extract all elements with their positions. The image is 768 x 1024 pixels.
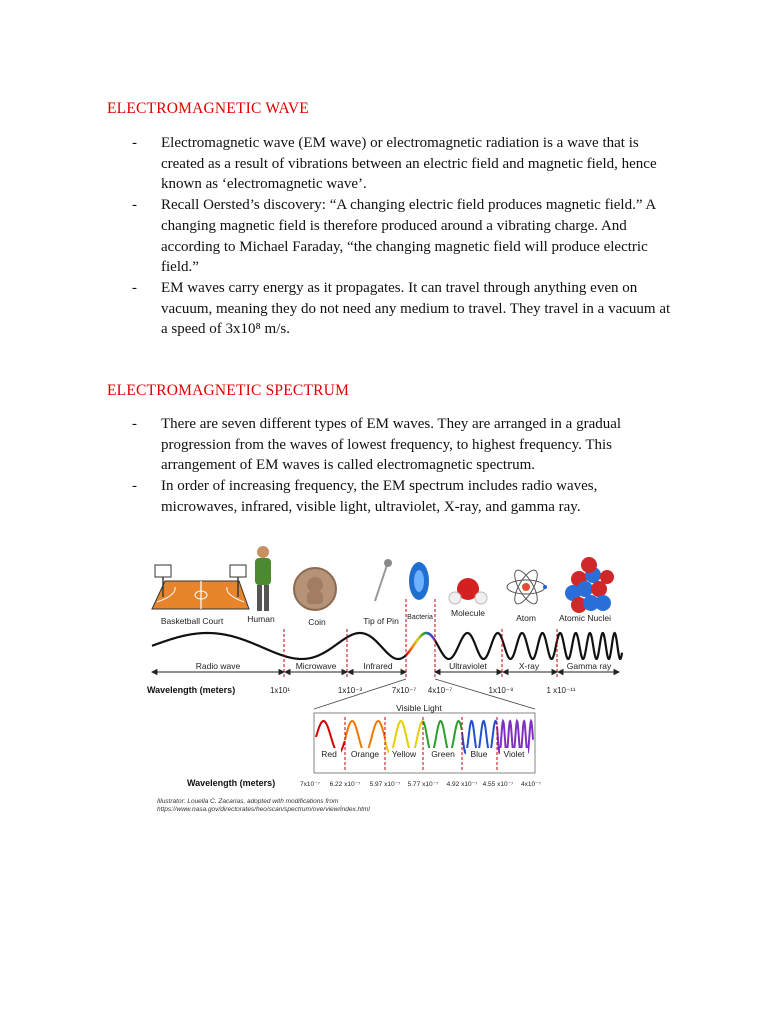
coin-icon (294, 568, 336, 610)
object-label: Bacteria (407, 614, 433, 621)
band-label: Microwave (295, 661, 337, 671)
visible-light-title: Visible Light (396, 703, 442, 713)
visible-light-wave-segment (406, 633, 435, 655)
molecule-icon (449, 578, 487, 604)
visible-wavelength-tick: 4.55 x10⁻⁷ (482, 781, 514, 788)
atomic-nuclei-icon (565, 557, 614, 613)
spectrum-wave (152, 633, 622, 659)
bullet-dash: - (132, 279, 137, 296)
visible-wavelength-tick: 5.77 x10⁻⁷ (407, 781, 439, 788)
object-label: Tip of Pin (363, 616, 399, 626)
visible-wavelength-axis-label: Wavelength (meters) (187, 778, 276, 788)
list-item (132, 476, 672, 517)
object-label: Basketball Court (160, 616, 224, 626)
figure-credit-line: Illustrator: Louella C. Zacarias, adopted with modifications from (157, 798, 339, 805)
wavelength-tick: 1x10¹ (269, 686, 291, 695)
wavelength-axis-label: Wavelength (meters) (147, 685, 236, 695)
object-label: Human (247, 614, 275, 624)
heading-electromagnetic-spectrum: ELECTROMAGNETIC SPECTRUM (107, 382, 350, 399)
visible-wavelength-tick: 5.97 x10⁻⁷ (369, 781, 401, 788)
basketball-court-icon (152, 565, 249, 609)
bullet-dash: - (132, 478, 137, 495)
em-wave-bullet-list (132, 133, 672, 340)
color-label-blue: Blue (470, 749, 488, 759)
bullet-text: EM waves carry energy as it propagates. It can travel through anything even on vacuum, meaning they do not need any medium to travel. They travel in a vacuum at a speed of 3x10⁸ m/s. (161, 279, 671, 338)
object-label: Molecule (450, 608, 486, 618)
wavelength-tick: 7x10⁻⁷ (391, 686, 417, 695)
bullet-dash: - (132, 197, 137, 214)
list-item (132, 195, 672, 278)
visible-wavelength-tick: 4.92 x10⁻⁷ (446, 781, 478, 788)
visible-wavelength-tick: 6.22 x10⁻⁷ (329, 781, 361, 788)
color-label-green: Green (431, 749, 455, 759)
band-label: Infrared (363, 661, 393, 671)
wavelength-tick: 1x10⁻⁸ (488, 686, 514, 695)
visible-wavelength-tick: 7x10⁻⁷ (300, 781, 320, 788)
band-label: Radio wave (195, 661, 241, 671)
wavelength-tick: 4x10⁻⁷ (427, 686, 453, 695)
wavelength-tick: 1 x10⁻¹¹ (546, 686, 576, 695)
color-label-orange: Orange (350, 749, 380, 759)
wavelength-tick: 1x10⁻³ (337, 686, 363, 695)
em-spectrum-figure (117, 541, 639, 817)
band-label: X-ray (518, 661, 540, 671)
bullet-text: Electromagnetic wave (EM wave) or electromagnetic radiation is a wave that is created as a result of vibrations between an electric field and magnetic field, hence known as ‘electromagnetic wave’. (161, 135, 657, 193)
band-label: Ultraviolet (449, 661, 487, 671)
object-label: Atomic Nuclei (559, 613, 611, 623)
object-label: Coin (308, 617, 326, 627)
color-label-yellow: Yellow (391, 749, 417, 759)
bullet-text: There are seven different types of EM waves. They are arranged in a gradual progression from the waves of lowest frequency, to highest frequency. This arrangement of EM waves is called electromagnetic spectrum. (161, 416, 622, 474)
pin-icon (375, 559, 392, 601)
visible-wavelength-tick: 4x10⁻⁷ (521, 781, 541, 788)
list-item (132, 133, 672, 195)
figure-credit-url: https://www.nasa.gov/directorates/heo/scan/spectrum/overview/index.html (157, 806, 370, 813)
human-icon (255, 546, 271, 611)
bullet-text: In order of increasing frequency, the EM spectrum includes radio waves, microwaves, infrared, visible light, ultraviolet, X-ray, and gamma ray. (161, 478, 598, 515)
color-label-red: Red (321, 749, 337, 759)
color-label-violet: Violet (503, 749, 525, 759)
bullet-dash: - (132, 416, 137, 432)
em-spectrum-bullet-list (132, 414, 672, 518)
band-label: Gamma ray (566, 661, 612, 671)
heading-electromagnetic-wave: ELECTROMAGNETIC WAVE (107, 100, 309, 117)
list-item (132, 414, 672, 476)
atom-icon (507, 567, 547, 607)
object-label: Atom (516, 613, 536, 623)
bacteria-icon (409, 562, 429, 600)
bullet-dash: - (132, 135, 137, 151)
list-item (132, 278, 672, 340)
bullet-text: Recall Oersted’s discovery: “A changing electric field produces magnetic field.” A changing magnetic field is therefore produced around a vibrating charge. And according to Michael Faraday, “the changing magnetic field will produce electric field.” (161, 197, 656, 276)
